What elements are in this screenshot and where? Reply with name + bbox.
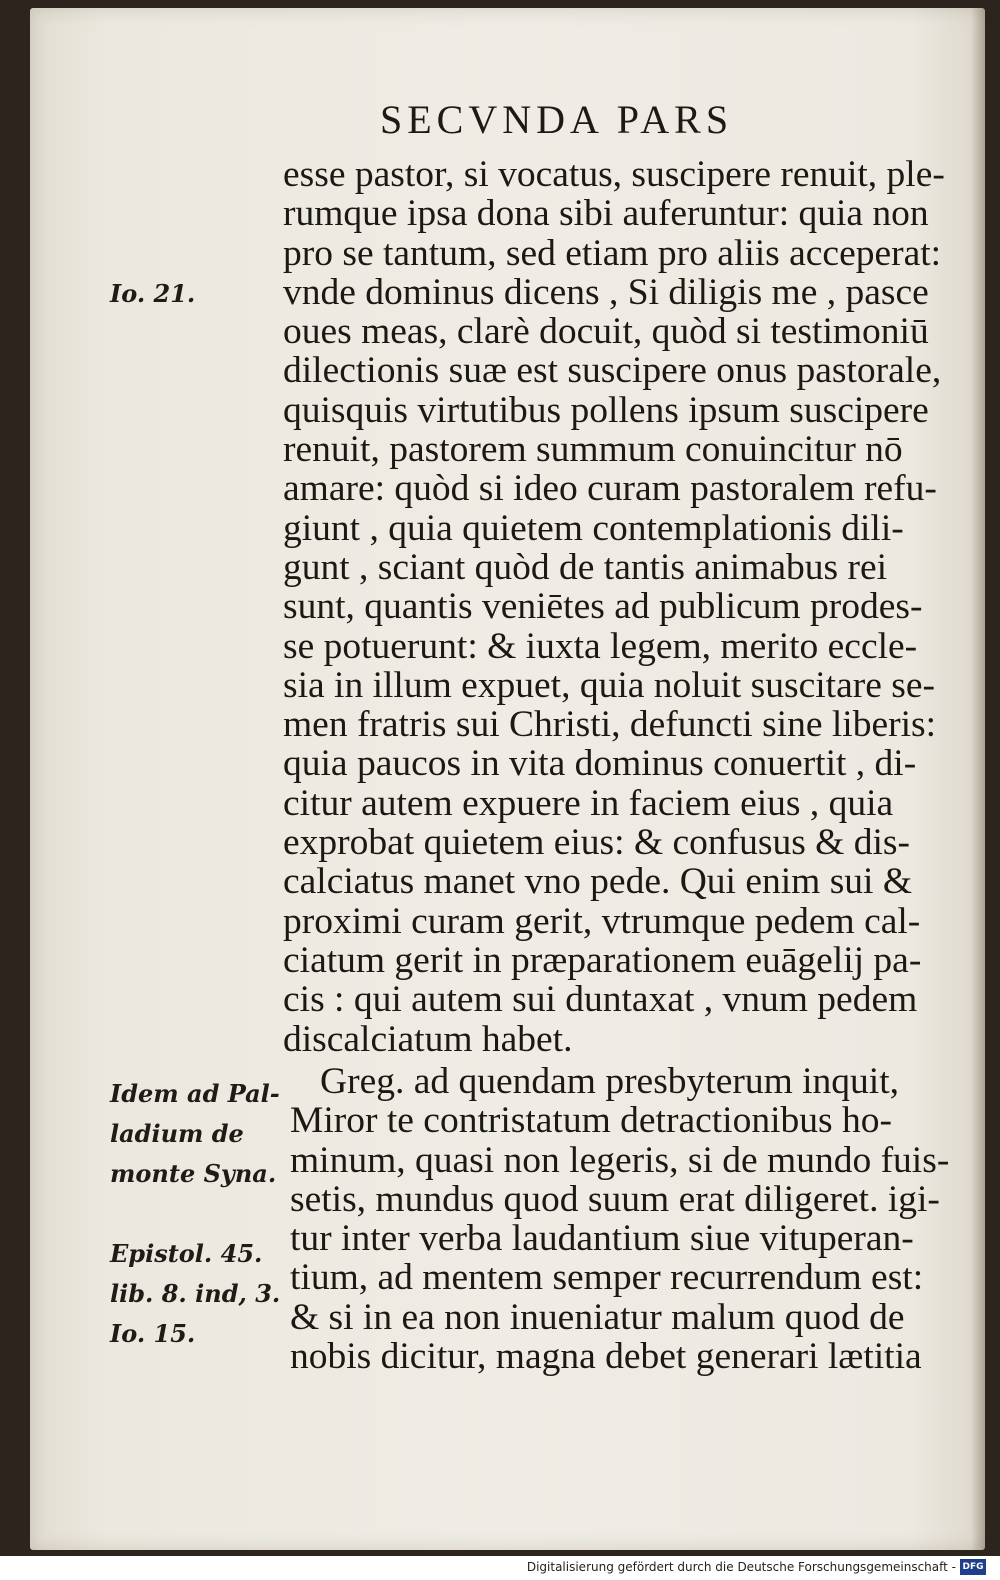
text-line: esse pastor, si vocatus, suscipere renuit, ple- bbox=[283, 154, 945, 195]
text-line: oues meas, clarè docuit, quòd si testimoniū bbox=[283, 311, 929, 353]
margin-note-idem bbox=[110, 1074, 280, 1194]
margin-note-epistol bbox=[110, 1234, 280, 1354]
paragraph-1 bbox=[283, 155, 945, 1059]
text-line: giunt , quia quietem contemplationis dili- bbox=[283, 507, 904, 549]
funding-credit: Digitalisierung gefördert durch die Deutsche Forschungsgemeinschaft - bbox=[526, 1560, 956, 1574]
text-line: & si in ea non inueniatur malum quod de bbox=[290, 1296, 905, 1338]
text-line: sunt, quantis veniētes ad publicum prodes- bbox=[283, 586, 923, 628]
text-line: tur inter verba laudantium siue vituperan- bbox=[290, 1218, 914, 1260]
margin-note-line: lib. 8. ind, 3. bbox=[110, 1279, 281, 1308]
text-line: men fratris sui Christi, defuncti sine liberis: bbox=[283, 704, 937, 746]
text-line: Greg. ad quendam presbyterum inquit, bbox=[320, 1061, 900, 1102]
text-line: setis, mundus quod suum erat diligeret. igi- bbox=[290, 1178, 940, 1220]
margin-note-line: Io. 15. bbox=[110, 1319, 196, 1348]
text-line: exprobat quietem eius: & confusus & dis- bbox=[283, 822, 910, 864]
margin-note-line: Epistol. 45. bbox=[110, 1239, 263, 1268]
text-line: cis : qui autem sui duntaxat , vnum pedem bbox=[283, 979, 918, 1021]
running-title: SECVNDA PARS bbox=[380, 97, 734, 142]
text-line: tium, ad mentem semper recurrendum est: bbox=[290, 1257, 924, 1299]
text-line: dilectionis suæ est suscipere onus pastorale, bbox=[283, 350, 942, 392]
text-line: pro se tantum, sed etiam pro aliis acceperat: bbox=[283, 232, 942, 274]
text-line: proximi curam gerit, vtrumque pedem cal- bbox=[283, 900, 921, 942]
text-line: citur autem expuere in faciem eius , quia bbox=[283, 782, 894, 824]
dfg-logo: DFG bbox=[960, 1559, 986, 1575]
page-edge-shadow bbox=[971, 8, 985, 1550]
paragraph-2 bbox=[290, 1062, 949, 1376]
margin-note-jo21 bbox=[110, 274, 195, 314]
margin-note-line: Io. 21. bbox=[110, 279, 196, 308]
text-line: minum, quasi non legeris, si de mundo fuis- bbox=[290, 1139, 950, 1181]
text-line: Miror te contristatum detractionibus ho- bbox=[290, 1100, 892, 1142]
text-line: vnde dominus dicens , Si diligis me , pasce bbox=[283, 271, 929, 313]
text-line: calciatus manet vno pede. Qui enim sui & bbox=[283, 861, 913, 903]
text-line: renuit, pastorem summum conuincitur nō bbox=[283, 429, 903, 471]
margin-note-line: Idem ad Pal- bbox=[110, 1079, 280, 1108]
text-line: rumque ipsa dona sibi auferuntur: quia non bbox=[283, 193, 929, 235]
text-line: ciatum gerit in præparationem euāgelij pa- bbox=[283, 939, 922, 981]
text-line: discalciatum habet. bbox=[283, 1018, 573, 1060]
text-line: quisquis virtutibus pollens ipsum suscipere bbox=[283, 389, 929, 431]
text-line: amare: quòd si ideo curam pastoralem refu- bbox=[283, 468, 937, 510]
text-line: sia in illum expuet, quia noluit suscitare se- bbox=[283, 664, 935, 706]
text-line: nobis dicitur, magna debet generari lætitia bbox=[290, 1336, 922, 1378]
margin-note-line: ladium de bbox=[110, 1119, 244, 1148]
digitization-footer bbox=[0, 1556, 1000, 1580]
margin-note-line: monte Syna. bbox=[110, 1159, 277, 1188]
text-line: se potuerunt: & iuxta legem, merito eccle- bbox=[283, 625, 918, 667]
text-line: gunt , sciant quòd de tantis animabus rei bbox=[283, 546, 888, 588]
text-line: quia paucos in vita dominus conuertit , di- bbox=[283, 743, 917, 785]
